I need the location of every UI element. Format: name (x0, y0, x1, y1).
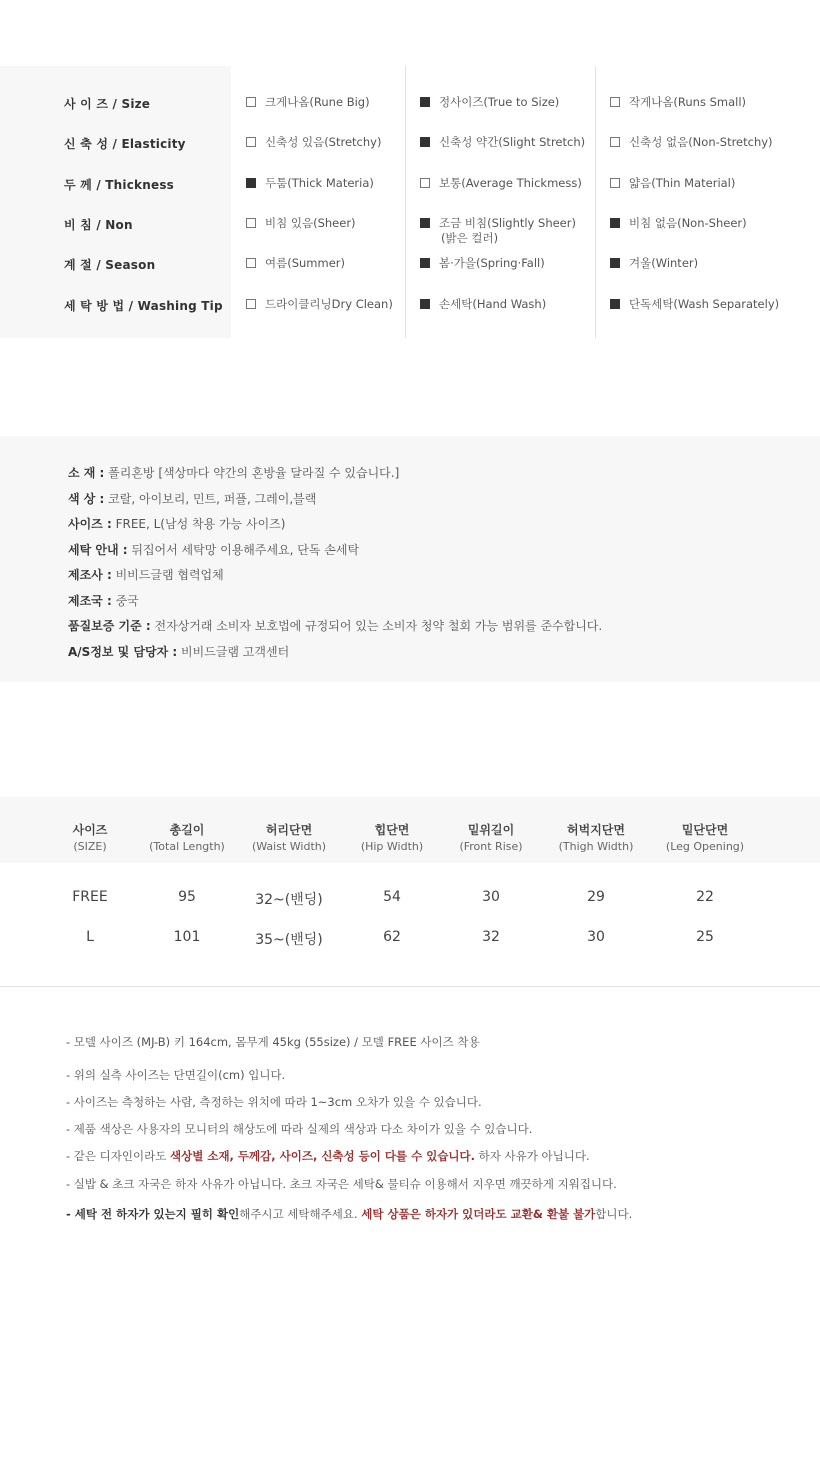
note-text: - 실밥 & 초크 자국은 하자 사유가 아닙니다. 초크 자국은 세탁& 물티슈 이용해서 지우면 깨끗하게 지워집니다. (66, 1177, 617, 1191)
attribute-option-sublabel: (밝은 컬러) (441, 231, 499, 245)
attribute-option (246, 297, 393, 312)
unchecked-box-icon (610, 178, 620, 188)
attribute-option (420, 256, 545, 271)
size-column-header-en: (Hip Width) (360, 840, 424, 853)
attribute-option (246, 135, 381, 150)
unchecked-box-icon (246, 97, 256, 107)
note-text: - 같은 디자인이라도 (66, 1149, 170, 1163)
unchecked-box-icon (420, 178, 430, 188)
attribute-option-label: 비침 있음(Sheer) (265, 216, 356, 230)
product-info-key: 색 상 : (68, 491, 105, 506)
size-column-header (132, 821, 242, 853)
attribute-option-label: 손세탁(Hand Wash) (439, 297, 547, 311)
size-column-header (337, 821, 447, 853)
attribute-row (0, 135, 820, 155)
product-info-value: 비비드글램 고객센터 (177, 644, 290, 659)
checked-box-icon (420, 258, 430, 268)
size-column-header (436, 821, 546, 853)
note-line (66, 1206, 632, 1222)
checked-box-icon (610, 258, 620, 268)
product-info-section (0, 436, 820, 682)
attribute-option-label: 얇음(Thin Material) (629, 176, 736, 190)
product-info-value: 전자상거래 소비자 보호법에 규정되어 있는 소비자 청약 철회 가능 범위를 준수합니다. (150, 619, 603, 633)
product-info-line (68, 464, 399, 481)
unchecked-box-icon (246, 218, 256, 228)
note-highlight: 색상별 소재, 두께감, 사이즈, 신축성 등이 다를 수 있습니다. (170, 1149, 476, 1163)
attribute-option (246, 176, 374, 191)
product-info-line (68, 643, 289, 660)
unchecked-box-icon (246, 299, 256, 309)
attribute-option (420, 176, 582, 191)
size-cell: 29 (587, 889, 605, 905)
note-text: 해주시고 세탁해주세요. (239, 1207, 362, 1221)
size-row (0, 889, 820, 909)
product-info-value: FREE, L(남성 착용 가능 사이즈) (111, 517, 286, 531)
product-info-value: 뒤집어서 세탁망 이용해주세요, 단독 손세탁 (127, 542, 360, 557)
attribute-option (420, 216, 576, 246)
size-cell: 25 (696, 929, 714, 945)
product-info-key: 소 재 : (68, 466, 105, 480)
checked-box-icon (610, 218, 620, 228)
unchecked-box-icon (610, 137, 620, 147)
size-column-header-en: (Thigh Width) (558, 840, 634, 853)
attribute-option (246, 256, 345, 271)
checked-box-icon (246, 178, 256, 188)
checked-box-icon (610, 299, 620, 309)
attribute-option-label: 신축성 없음(Non-Stretchy) (629, 135, 773, 149)
size-column-header-ko: 밑위길이 (467, 823, 515, 837)
product-info-key: A/S정보 및 담당자 : (68, 644, 178, 659)
attribute-option (246, 95, 370, 110)
size-column-header-en: (Waist Width) (251, 840, 327, 853)
size-cell: 62 (383, 929, 401, 945)
size-column-header-en: (Front Rise) (459, 840, 523, 853)
attribute-label: 세 탁 방 법 / Washing Tip (64, 299, 223, 313)
unchecked-box-icon (246, 137, 256, 147)
attribute-label: 신 축 성 / Elasticity (64, 137, 186, 151)
product-info-line (68, 541, 359, 558)
attribute-option (246, 216, 356, 231)
size-column-header-en: (Leg Opening) (665, 840, 745, 853)
attribute-label: 두 께 / Thickness (64, 178, 175, 192)
attribute-option-label: 봄·가을(Spring·Fall) (439, 256, 545, 270)
product-info-line (68, 592, 139, 609)
note-text: 하자 사유가 아닙니다. (475, 1149, 590, 1163)
size-column-header (234, 821, 344, 853)
product-info-value: 비비드글램 협력업체 (111, 568, 224, 582)
product-info-key: 세탁 안내 : (68, 542, 128, 557)
size-table-divider (0, 986, 820, 987)
size-cell: 30 (587, 929, 605, 945)
attribute-option-label: 여름(Summer) (265, 256, 345, 270)
product-info-key: 사이즈 : (68, 517, 112, 531)
note-text: 합니다. (595, 1207, 633, 1221)
size-cell: 32~(밴딩) (255, 892, 323, 908)
attribute-row (0, 216, 820, 245)
product-info-line (68, 515, 285, 532)
attribute-option (420, 297, 546, 312)
product-info-key: 제조사 : (68, 568, 112, 582)
attribute-option-label: 작게나옴(Runs Small) (629, 95, 747, 109)
note-emphasis: - 세탁 전 하자가 있는지 필히 확인 (66, 1207, 240, 1221)
attribute-row (0, 256, 820, 276)
size-column-header-ko: 사이즈 (72, 823, 108, 837)
size-cell: 101 (173, 929, 201, 945)
attribute-option (610, 297, 779, 312)
note-highlight: 세탁 상품은 하자가 있더라도 교환& 환불 불가 (361, 1207, 596, 1221)
attribute-option-label: 비침 없음(Non-Sheer) (629, 216, 747, 230)
unchecked-box-icon (610, 97, 620, 107)
product-info-key: 품질보증 기준 : (68, 619, 151, 633)
product-info-line (68, 566, 224, 583)
checked-box-icon (420, 299, 430, 309)
attribute-option-label: 겨울(Winter) (629, 256, 699, 270)
size-column-header-ko: 허리단면 (265, 823, 313, 837)
attribute-option (610, 256, 698, 271)
size-column-header (35, 821, 145, 853)
size-column-header-en: (Total Length) (149, 840, 225, 853)
attribute-option (420, 135, 585, 150)
size-column-header-ko: 힙단면 (374, 823, 410, 837)
product-info-line (68, 617, 602, 634)
product-info-value: 중국 (111, 593, 139, 608)
attribute-row (0, 297, 820, 317)
size-column-header (541, 821, 651, 853)
attribute-option (610, 176, 735, 191)
attribute-option-label: 신축성 있음(Stretchy) (265, 135, 382, 149)
note-line (66, 1176, 617, 1192)
size-cell: 32 (482, 929, 500, 945)
size-column-header-en: (SIZE) (73, 840, 107, 853)
attribute-option-label: 크게나옴(Rune Big) (265, 95, 370, 109)
size-column-header-ko: 총길이 (169, 823, 205, 837)
attribute-option-label: 두툼(Thick Materia) (265, 176, 374, 190)
note-text: - 모델 사이즈 (MJ-B) 키 164cm, 몸무게 45kg (55size) / 모델 FREE 사이즈 착용 (66, 1035, 480, 1049)
size-cell: 95 (178, 889, 196, 905)
attribute-option-label: 정사이즈(True to Size) (439, 95, 560, 109)
note-text: - 사이즈는 측청하는 사람, 측정하는 위치에 따라 1~3cm 오차가 있을 수 있습니다. (66, 1095, 482, 1109)
attribute-option-label: 단독세탁(Wash Separately) (629, 297, 780, 311)
note-line (66, 1067, 285, 1083)
size-cell: 22 (696, 889, 714, 905)
attribute-label: 계 절 / Season (64, 258, 156, 272)
checked-box-icon (420, 137, 430, 147)
attribute-option (420, 95, 559, 110)
note-text: - 제품 색상은 사용자의 모니터의 해상도에 따라 실제의 색상과 다소 차이가 있을 수 있습니다. (66, 1122, 533, 1136)
note-line (66, 1121, 532, 1137)
size-table-header (0, 797, 820, 863)
checked-box-icon (420, 218, 430, 228)
size-cell: L (86, 929, 94, 945)
attribute-option (610, 216, 747, 231)
size-column-header-ko: 밑단단면 (681, 823, 729, 837)
product-info-value: 폴리혼방 [색상마다 약간의 혼방율 달라질 수 있습니다.] (104, 466, 400, 480)
product-info-key: 제조국 : (68, 593, 112, 608)
attribute-option-label: 조금 비침(Slightly Sheer) (439, 216, 576, 230)
size-row (0, 929, 820, 949)
attribute-row (0, 95, 820, 115)
attribute-option (610, 135, 773, 150)
checked-box-icon (420, 97, 430, 107)
attribute-option-label: 드라이클리닝Dry Clean) (265, 297, 393, 311)
attribute-option-label: 보통(Average Thickmess) (439, 176, 582, 190)
attribute-option-label: 신축성 약간(Slight Stretch) (439, 135, 586, 149)
size-cell: 35~(밴딩) (255, 932, 323, 948)
note-text: - 위의 실측 사이즈는 단면길이(cm) 입니다. (66, 1068, 286, 1082)
attribute-row (0, 176, 820, 196)
note-line (66, 1148, 590, 1164)
size-column-header (650, 821, 760, 853)
product-info-value: 코랄, 아이보리, 민트, 퍼플, 그레이,블랙 (104, 491, 317, 506)
attribute-label: 사 이 즈 / Size (64, 97, 151, 111)
product-attribute-table (0, 66, 820, 338)
note-line (66, 1094, 482, 1110)
size-cell: 30 (482, 889, 500, 905)
attribute-option (610, 95, 746, 110)
size-column-header-ko: 허벅지단면 (567, 823, 625, 837)
product-info-line (68, 490, 316, 507)
size-cell: 54 (383, 889, 401, 905)
note-line (66, 1034, 480, 1050)
attribute-label: 비 침 / Non (64, 218, 133, 232)
unchecked-box-icon (246, 258, 256, 268)
size-cell: FREE (72, 889, 108, 905)
